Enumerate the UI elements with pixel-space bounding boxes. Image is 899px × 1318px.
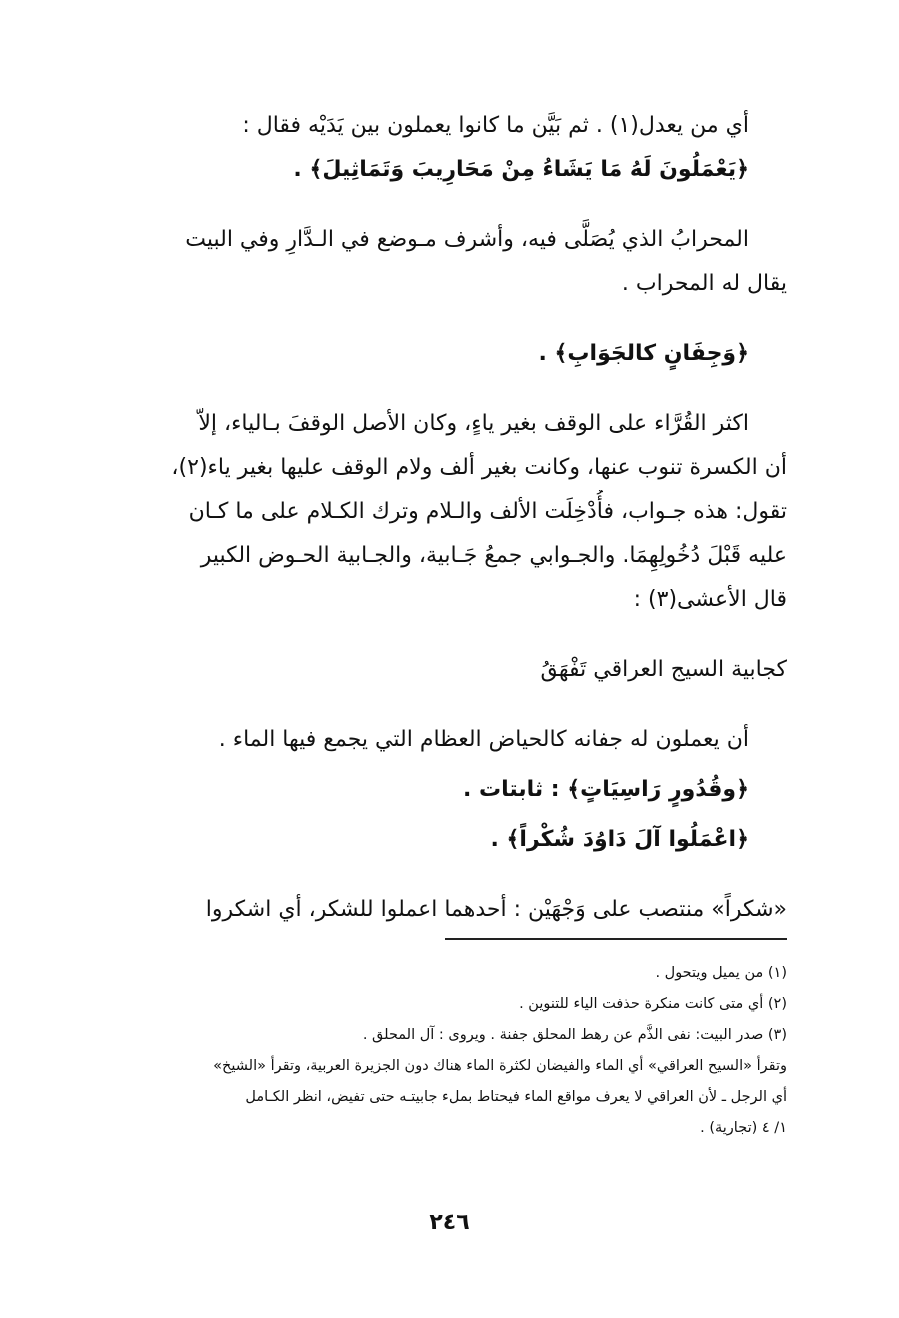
footnote-3-continued: وتقرأ «السيح العراقي» أي الماء والفيضان لكثرة الماء هناك دون الجزيرة العربية، وتقرأ «الشيخ» xyxy=(213,1058,787,1074)
paragraph-line: عليه قَبْلَ دُخُولِهِمَا. والجـوابي جمعُ جَـابية، والجـابية الحـوض الكبير xyxy=(200,543,787,568)
paragraph-line: اكثر القُرَّاء على الوقف بغير ياءٍ، وكان الأصل الوقفَ بـالياء، إلاّ xyxy=(198,411,749,436)
footnote-3-continued: أي الرجل ـ لأن العراقي لا يعرف مواقع الماء فيحتاط بملء جابيتـه حتى تفيض، انظر الكـامل xyxy=(245,1089,787,1105)
quran-verse: ﴿وَجِفَانٍ كالجَوَابِ﴾ . xyxy=(538,341,749,366)
poetry-verse: كجابية السيج العراقي تَفْهَقُ xyxy=(540,657,787,682)
footnotes xyxy=(109,958,787,1144)
paragraph-line: يقال له المحراب . xyxy=(621,271,787,296)
paragraph-line: «شكراً» منتصب على وَجْهَيْن : أحدهما اعملوا للشكر، أي اشكروا xyxy=(205,897,787,922)
footnote-3: (٣) صدر البيت: نفى الذَّم عن رهط المحلق جفنة . ويروى : آل المحلق . xyxy=(362,1027,787,1043)
paragraph-line: المحرابُ الذي يُصَلَّى فيه، وأشرف مـوضع في الـدَّارِ وفي البيت xyxy=(185,227,749,252)
footnote-1: (١) من يميل ويتحول . xyxy=(655,965,787,981)
paragraph-line: أن يعملون له جفانه كالحياض العظام التي يجمع فيها الماء . xyxy=(218,727,749,752)
footnote-divider xyxy=(445,938,787,940)
page-number: ٢٤٦ xyxy=(429,1210,470,1235)
quran-verse: ﴿اعْمَلُوا آلَ دَاوُدَ شُكْراً﴾ . xyxy=(490,827,749,852)
main-text xyxy=(109,104,787,932)
footnote-3-continued: ١/ ٤ (تجارية) . xyxy=(700,1120,787,1136)
quran-verse: ﴿يَعْمَلُونَ لَهُ مَا يَشَاءُ مِنْ مَحَارِيبَ وَتَمَاثِيلَ﴾ . xyxy=(293,157,749,182)
footnote-2: (٢) أي متى كانت منكرة حذفت الياء للتنوين . xyxy=(519,996,787,1012)
paragraph-line: قال الأعشى(٣) : xyxy=(633,587,787,612)
paragraph-line: أي من يعدل(١) . ثم بَيَّن ما كانوا يعملون بين يَدَيْه فقال : xyxy=(242,113,749,138)
quran-verse: ﴿وقُدُورٍ رَاسِيَاتٍ﴾ : ثابتات . xyxy=(462,777,749,802)
paragraph-line: تقول: هذه جـواب، فأُدْخِلَت الألف والـلام وترك الكـلام على ما كـان xyxy=(188,499,787,524)
paragraph-line: أن الكسرة تنوب عنها، وكانت بغير ألف ولام الوقف عليها بغير ياء(٢)، xyxy=(171,455,787,480)
